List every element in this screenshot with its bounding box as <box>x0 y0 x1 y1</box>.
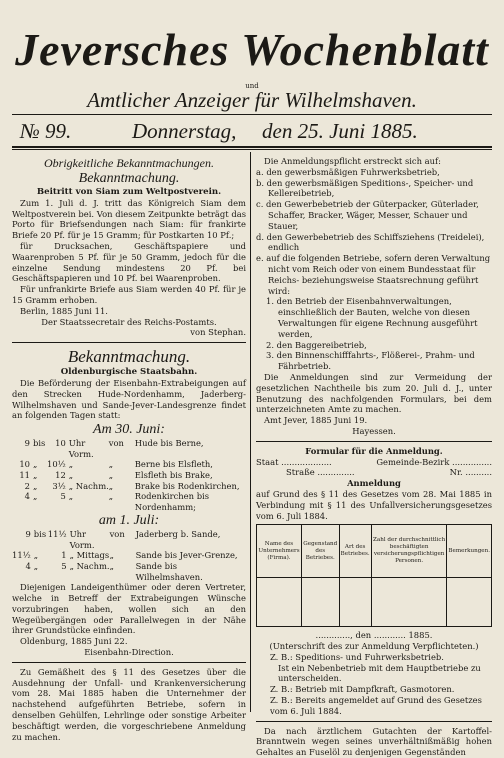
timetable-cell: „ <box>33 550 39 561</box>
masthead-rule-bottom-thin <box>12 149 492 150</box>
form-row-state: Staat ................... Gemeinde-Bezirk ............... <box>256 456 492 467</box>
siam-place-date: Berlin, 1885 Juni 11. <box>20 305 108 316</box>
registration-deadline-paragraph: Die Anmeldungen sind zur Vermeidung der gesetzlichen Nachtheile bis zum 20. Juli d. J., unter Benutzung des nachfolgenden Formulars, bei dem unterzeichneten Amte zu machen. <box>256 371 492 415</box>
timetable-cell: 9 <box>25 529 31 540</box>
newspaper-subtitle: Amtlicher Anzeiger für Wilhelmshaven. <box>87 88 417 112</box>
form-cell <box>339 578 371 627</box>
form-signature-note: (Unterschrift des zur Anmeldung Verpflichteten.) <box>269 641 479 652</box>
list-item: 3. den Binnenschifffahrts-, Flößerei-, Prahm- und Fährbetrieb. <box>266 350 475 372</box>
left-column <box>12 156 246 742</box>
timetable-cell: Rodenkirchen bis Nordenhamm; <box>134 491 210 512</box>
form-row-street: Straße .............. Nr. .......... <box>286 467 492 478</box>
form-title: Formular für die Anmeldung. <box>305 445 443 456</box>
registration-intro: Die Anmeldungspflicht erstreckt sich auf: <box>264 156 441 166</box>
notice-divider-2 <box>12 662 246 663</box>
list-item: c. den Gewerbebetrieb der Güterpacker, Güterlader, Schaffer, Bracker, Wäger, Messer, Schauer und Stauer, <box>256 199 479 231</box>
timetable-row <box>12 529 246 550</box>
form-column-header: Gegenstand des Betriebes. <box>302 525 340 578</box>
timetable-cell: 5 <box>60 491 66 502</box>
footnote-2: Z. B.: Betrieb mit Dampfkraft, Gasmotoren. <box>270 684 455 695</box>
timetable-cell: Hude bis Berne, <box>134 438 204 449</box>
list-item: d. den Gewerbebetrieb des Schiffsziehens (Treidelei), endlich <box>256 231 485 253</box>
notice-divider <box>12 342 246 343</box>
form-column-header: Bemerkungen. <box>447 525 492 578</box>
timetable-cell: „ <box>33 491 38 502</box>
timetable-cell: „ <box>108 459 114 470</box>
brandy-article-paragraph: Da nach ärztlichem Gutachten der Kartoffel-Branntwein wegen seines unverhältnißmäßig hohen Gehaltes an Fuselöl zu denjenigen Gegenständen <box>256 725 492 758</box>
timetable-cell: 5 <box>61 561 67 572</box>
list-item: e. auf die folgenden Betriebe, sofern deren Verwaltung nicht vom Reich oder von einem Bundesstaat für Reichs- beziehungsweise Staatsrechnung geführt wird: <box>256 253 491 296</box>
notice-heading: Bekanntmachung. <box>78 171 180 186</box>
timetable-cell: „ <box>109 561 114 572</box>
form-cell <box>371 578 447 627</box>
timetable-row <box>12 470 246 481</box>
right-column <box>256 156 492 758</box>
timetable-row <box>12 438 246 459</box>
timetable-cell: „ Mittags <box>69 550 110 561</box>
timetable-cell: 10 <box>55 438 66 449</box>
timetable-cell: „ <box>108 480 114 491</box>
issue-line <box>14 118 490 144</box>
form-column-header: Zahl der durchschnittlich beschäftigten versicherungspflichtigen Personen. <box>371 525 447 578</box>
timetable-cell: 9 <box>24 438 30 449</box>
siam-notice-title: Beitritt von Siam zum Weltpostverein. <box>36 187 222 197</box>
article-divider <box>256 721 492 722</box>
form-divider <box>256 441 492 442</box>
timetable-row <box>12 459 246 470</box>
timetable-cell: „ Nachm. <box>69 561 110 572</box>
timetable-cell: Berne bis Elsfleth, <box>134 459 213 470</box>
timetable-cell: 11 <box>19 469 30 480</box>
timetable-cell: Brake bis Rodenkirchen, <box>134 480 240 491</box>
siam-paragraph-3: Für unfrankirte Briefe aus Siam werden 40 Pf. für je 15 Gramm erhoben. <box>12 284 246 305</box>
timetable-cell: „ <box>108 469 114 480</box>
rail-paragraph-1: Die Beförderung der Eisenbahn-Extrabeigungen auf den Strecken Hude-Nordenhamm, Jaderberg-Wilhelmshaven und Sande-Jever-Landesgrenze findet an folgenden Tagen statt: <box>12 377 246 421</box>
footnote-3: Z. B.: Bereits angemeldet auf Grund des Gesetzes vom 6. Juli 1884. <box>270 695 482 716</box>
issue-weekday: Donnerstag, <box>132 119 237 143</box>
siam-paragraph-1: Zum 1. Juli d. J. tritt das Königreich Siam dem Weltpostverein bei. Von diesem Zeitpunkte beträgt das Porto für Briefsendungen nach Siam: für frankirte Briefe 20 Pf. für je 15 Gramm; für Postkarten 10 Pf.; <box>12 197 246 241</box>
timetable-cell: 3½ <box>52 480 66 491</box>
timetable-cell: 11½ <box>12 550 31 561</box>
footnote-1b: Ist ein Nebenbetrieb mit dem Hauptbetriebe zu unterscheiden. <box>278 662 481 684</box>
registration-legal-basis: auf Grund des § 11 des Gesetzes vom 28. Mai 1885 in Verbindung mit § 11 des Unfallversicherungsgesetzes vom 6. Juli 1884. <box>256 488 492 521</box>
insurance-law-paragraph: Zu Gemäßheit des § 11 des Gesetzes über die Ausdehnung der Unfall- und Krankenversicherung vom 28. Mai 1885 haben die Unternehmer der nachstehend aufgeführten Betriebe, sofern in denselben Gehülfen, Lehrlinge oder sonstige Arbeiter beschäftigt werden, die vorgeschriebene Anmeldung zu machen. <box>12 666 246 742</box>
office-place-date: Amt Jever, 1885 Juni 19. <box>264 415 368 426</box>
timetable-cell: Jaderberg b. Sande, <box>135 529 221 540</box>
timetable-row <box>12 481 246 492</box>
title-connector: und <box>245 82 259 90</box>
masthead-rule-bottom <box>12 146 492 148</box>
timetable-cell: bis <box>33 529 47 540</box>
timetable-cell: von <box>109 529 125 540</box>
siam-office: Der Staatssecretair des Reichs-Postamts. <box>41 316 217 327</box>
list-item: b. den gewerbsmäßigen Speditions-, Speicher- und Kellereibetrieb, <box>256 177 474 199</box>
footnote-1: Z. B.: Speditions- und Fuhrwerksbetrieb. <box>270 651 444 662</box>
timetable-cell: 11½ <box>47 529 67 540</box>
issue-date: den 25. Juni 1885. <box>262 119 418 143</box>
list-item: 2. den Baggereibetrieb, <box>266 339 367 350</box>
timetable-july-1 <box>12 529 246 582</box>
form-label-number: Nr. <box>449 467 463 478</box>
timetable-cell: von <box>108 438 124 449</box>
list-item: 1. den Betrieb der Eisenbahnverwaltungen, einschließlich der Bauten, welche von diesen Verwaltungen für eigene Rechnung ausgeführt werden, <box>266 296 478 339</box>
rail-notice-heading: Bekanntmachung. <box>67 347 191 367</box>
timetable-cell: 12 <box>55 469 66 480</box>
timetable-cell: 10½ <box>47 459 66 470</box>
office-signature: Hayessen. <box>352 425 396 436</box>
registration-form-table <box>256 524 492 627</box>
timetable-cell: 2 <box>24 480 30 491</box>
rail-place-date: Oldenburg, 1885 Juni 22. <box>20 636 128 647</box>
timetable-cell: „ Nachm. <box>68 480 109 491</box>
timetable-day-1: Am 30. Juni: <box>93 422 165 438</box>
list-item: a. den gewerbsmäßigen Fuhrwerksbetrieb, <box>256 166 440 177</box>
rail-notice-subtitle: Oldenburgische Staatsbahn. <box>60 367 198 378</box>
form-cell <box>302 578 340 627</box>
timetable-cell: „ <box>108 491 114 502</box>
form-label-district: Gemeinde-Bezirk <box>376 456 450 467</box>
timetable-row <box>12 491 246 512</box>
operation-list <box>256 296 492 372</box>
form-label-street: Straße <box>286 467 315 478</box>
timetable-cell: Sande bis Wilhelmshaven. <box>135 561 203 582</box>
rail-paragraph-2: Diejenigen Landeigenthümer oder deren Vertreter, welche in Betreff der Extrabeigungen Wünsche vorzubringen haben, wollen sich an den Wegeübergängen oder Parallelwegen in der Nähe ihrer Grundstücke einfinden. <box>12 582 246 636</box>
form-cell <box>257 578 302 627</box>
form-cell <box>447 578 492 627</box>
timetable-cell: „ <box>68 469 74 480</box>
issue-number: № 99. <box>20 119 72 143</box>
timetable-day-2: am 1. Juli: <box>98 513 160 529</box>
timetable-cell: 10 <box>19 459 30 470</box>
timetable-cell: 4 <box>24 491 30 502</box>
timetable-cell: „ <box>33 480 38 491</box>
timetable-cell: „ <box>68 491 74 502</box>
timetable-cell: bis <box>33 438 46 449</box>
siam-signature: von Stephan. <box>190 327 246 338</box>
form-label-state: Staat <box>256 456 279 467</box>
timetable-cell: „ <box>33 459 38 470</box>
form-table-header <box>257 525 492 578</box>
timetable-cell: Uhr Vorm. <box>69 529 95 550</box>
timetable-cell: Elsfleth bis Brake, <box>134 469 213 480</box>
timetable-row <box>12 561 246 582</box>
form-column-header: Art des Betriebes. <box>339 525 371 578</box>
registration-heading: Anmeldung <box>347 478 401 489</box>
timetable-cell: 1 <box>61 550 67 561</box>
section-heading-official: Obrigkeitliche Bekanntmachungen. <box>44 156 214 170</box>
siam-paragraph-2: für Drucksachen, Geschäftspapiere und Waarenproben 5 Pf. für je 50 Gramm, jedoch für die einzelne Sendung mindestens 20 Pf. bei Geschäftspapieren und 10 Pf. bei Waarenproben. <box>12 240 246 284</box>
timetable-cell: „ <box>68 459 74 470</box>
form-column-header: Name des Unternehmers (Firma). <box>257 525 302 578</box>
timetable-cell: Uhr Vorm. <box>68 438 94 459</box>
form-date-line: ............., den ............ 1885. <box>315 630 433 641</box>
timetable-june-30 <box>12 438 246 512</box>
timetable-row <box>12 550 246 561</box>
timetable-cell: „ <box>109 550 114 561</box>
timetable-cell: „ <box>33 469 38 480</box>
newspaper-title: Jeversches Wochenblatt <box>15 24 489 75</box>
rail-signature: Eisenbahn-Direction. <box>84 647 174 658</box>
timetable-cell: 4 <box>25 561 31 572</box>
column-divider <box>250 152 251 712</box>
masthead-rule-top <box>12 114 492 115</box>
timetable-cell: Sande bis Jever-Grenze, <box>135 550 238 561</box>
form-table-blank-row <box>257 578 492 627</box>
timetable-cell: „ <box>33 561 39 572</box>
business-type-list <box>256 167 492 297</box>
